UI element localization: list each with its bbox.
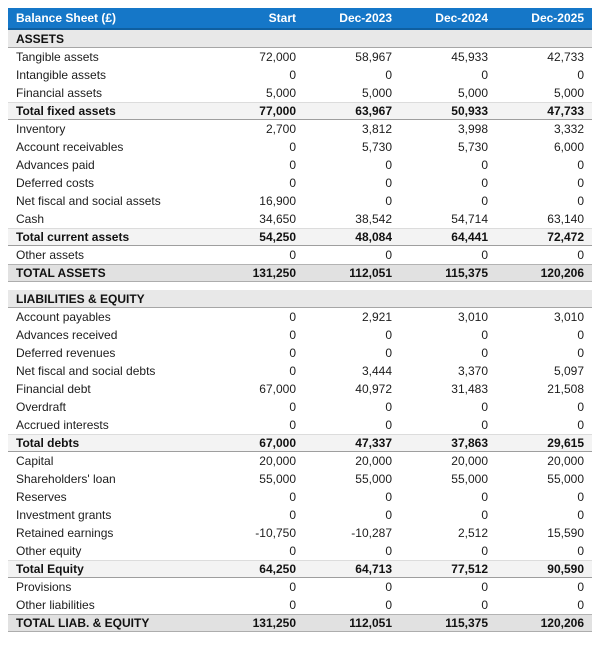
cell-value: 2,921	[361, 310, 392, 324]
table-row	[8, 210, 592, 228]
cell-value: 77,000	[259, 104, 296, 118]
table-row	[8, 398, 592, 416]
cell-value: 0	[481, 508, 488, 522]
row-label: Tangible assets	[16, 50, 99, 64]
section-header-row	[8, 290, 592, 308]
cell-value: 0	[289, 248, 296, 262]
cell-value: 63,140	[547, 212, 584, 226]
cell-value: 0	[577, 328, 584, 342]
row-label: TOTAL LIAB. & EQUITY	[16, 616, 150, 630]
cell-value: 42,733	[547, 50, 584, 64]
table-row	[8, 228, 592, 246]
cell-value: 3,812	[361, 122, 392, 136]
table-body	[8, 30, 592, 632]
cell-value: 40,972	[355, 382, 392, 396]
row-label: Total debts	[16, 436, 80, 450]
row-label: Reserves	[16, 490, 67, 504]
cell-value: 47,733	[547, 104, 584, 118]
cell-value: 90,590	[547, 562, 584, 576]
cell-value: 45,933	[451, 50, 488, 64]
table-row	[8, 66, 592, 84]
cell-value: 3,010	[553, 310, 584, 324]
cell-value: 0	[385, 158, 392, 172]
row-label: Deferred revenues	[16, 346, 116, 360]
row-label: Deferred costs	[16, 176, 95, 190]
table-row	[8, 362, 592, 380]
cell-value: 0	[289, 598, 296, 612]
cell-value: 0	[481, 580, 488, 594]
cell-value: 0	[385, 418, 392, 432]
cell-value: 5,097	[553, 364, 584, 378]
cell-value: 67,000	[259, 436, 296, 450]
row-label: Other assets	[16, 248, 85, 262]
cell-value: 0	[385, 544, 392, 558]
table-row	[8, 506, 592, 524]
cell-value: 0	[289, 490, 296, 504]
cell-value: 0	[577, 580, 584, 594]
cell-value: 0	[289, 158, 296, 172]
cell-value: 0	[577, 418, 584, 432]
cell-value: 64,441	[451, 230, 488, 244]
row-label: Accrued interests	[16, 418, 109, 432]
cell-value: 5,000	[361, 86, 392, 100]
cell-value: 0	[481, 544, 488, 558]
cell-value: 38,542	[355, 212, 392, 226]
cell-value: 55,000	[451, 472, 488, 486]
row-label: Shareholders' loan	[16, 472, 116, 486]
cell-value: 0	[577, 400, 584, 414]
row-label: Other equity	[16, 544, 82, 558]
column-header-dec-2025: Dec-2025	[531, 11, 584, 25]
cell-value: 0	[577, 68, 584, 82]
cell-value: 0	[385, 490, 392, 504]
cell-value: 0	[481, 418, 488, 432]
cell-value: 72,000	[259, 50, 296, 64]
row-label: Provisions	[16, 580, 72, 594]
cell-value: 16,900	[259, 194, 296, 208]
cell-value: 0	[481, 490, 488, 504]
cell-value: 0	[385, 508, 392, 522]
cell-value: 5,730	[361, 140, 392, 154]
cell-value: 0	[577, 508, 584, 522]
table-row	[8, 596, 592, 614]
cell-value: 3,370	[457, 364, 488, 378]
row-label: Total fixed assets	[16, 104, 116, 118]
cell-value: 0	[481, 346, 488, 360]
table-row	[8, 308, 592, 326]
cell-value: 64,250	[259, 562, 296, 576]
cell-value: 37,863	[451, 436, 488, 450]
row-label: Advances received	[16, 328, 118, 342]
row-label: Account receivables	[16, 140, 124, 154]
cell-value: 0	[577, 248, 584, 262]
cell-value: 67,000	[259, 382, 296, 396]
table-row	[8, 264, 592, 282]
table-row	[8, 380, 592, 398]
cell-value: 63,967	[355, 104, 392, 118]
cell-value: 3,998	[457, 122, 488, 136]
cell-value: 0	[289, 400, 296, 414]
section-header-row	[8, 30, 592, 48]
column-header-dec-2023: Dec-2023	[339, 11, 392, 25]
cell-value: 0	[577, 490, 584, 504]
table-row	[8, 344, 592, 362]
cell-value: 20,000	[355, 454, 392, 468]
cell-value: 54,250	[259, 230, 296, 244]
cell-value: 120,206	[540, 266, 584, 280]
table-row	[8, 470, 592, 488]
cell-value: 0	[481, 68, 488, 82]
cell-value: 0	[481, 598, 488, 612]
cell-value: 77,512	[451, 562, 488, 576]
cell-value: 0	[289, 310, 296, 324]
cell-value: 5,000	[265, 86, 296, 100]
table-header-row	[8, 8, 592, 30]
cell-value: 0	[385, 328, 392, 342]
cell-value: 0	[289, 508, 296, 522]
cell-value: 3,332	[553, 122, 584, 136]
row-label: Total Equity	[16, 562, 84, 576]
row-label: Overdraft	[16, 400, 67, 414]
cell-value: 0	[385, 248, 392, 262]
cell-value: 0	[289, 580, 296, 594]
row-label: Other liabilities	[16, 598, 95, 612]
cell-value: 120,206	[540, 616, 584, 630]
cell-value: 0	[385, 346, 392, 360]
cell-value: 0	[577, 598, 584, 612]
row-label: Retained earnings	[16, 526, 114, 540]
cell-value: 0	[577, 158, 584, 172]
cell-value: 115,375	[445, 266, 488, 280]
cell-value: 29,615	[547, 436, 584, 450]
cell-value: 6,000	[553, 140, 584, 154]
row-label: Account payables	[16, 310, 111, 324]
table-row	[8, 434, 592, 452]
section-title: ASSETS	[16, 31, 65, 46]
cell-value: 5,000	[553, 86, 584, 100]
cell-value: 0	[577, 194, 584, 208]
row-label: Net fiscal and social debts	[16, 364, 156, 378]
cell-value: 0	[577, 544, 584, 558]
cell-value: 0	[385, 194, 392, 208]
cell-value: -10,287	[351, 526, 392, 540]
cell-value: 0	[577, 176, 584, 190]
cell-value: 31,483	[451, 382, 488, 396]
cell-value: 20,000	[451, 454, 488, 468]
row-label: Total current assets	[16, 230, 130, 244]
table-row	[8, 246, 592, 264]
cell-value: 20,000	[259, 454, 296, 468]
balance-sheet-table	[8, 8, 592, 632]
cell-value: 5,730	[457, 140, 488, 154]
cell-value: 21,508	[547, 382, 584, 396]
row-label: Cash	[16, 212, 45, 226]
row-label: Capital	[16, 454, 54, 468]
cell-value: 64,713	[355, 562, 392, 576]
table-row	[8, 578, 592, 596]
cell-value: 112,051	[349, 266, 392, 280]
cell-value: 20,000	[547, 454, 584, 468]
cell-value: 0	[289, 176, 296, 190]
cell-value: 2,512	[457, 526, 488, 540]
table-row	[8, 614, 592, 632]
column-header-dec-2024: Dec-2024	[435, 11, 488, 25]
table-row	[8, 120, 592, 138]
cell-value: 55,000	[355, 472, 392, 486]
table-row	[8, 156, 592, 174]
cell-value: 0	[385, 68, 392, 82]
cell-value: 0	[481, 194, 488, 208]
table-row	[8, 524, 592, 542]
cell-value: 0	[481, 328, 488, 342]
row-label: TOTAL ASSETS	[16, 266, 106, 280]
table-row	[8, 48, 592, 66]
row-label: Financial debt	[16, 382, 91, 396]
table-row	[8, 102, 592, 120]
row-label: Intangible assets	[16, 68, 107, 82]
table-row	[8, 192, 592, 210]
cell-value: 0	[385, 598, 392, 612]
cell-value: 48,084	[355, 230, 392, 244]
cell-value: 0	[481, 158, 488, 172]
cell-value: 3,010	[457, 310, 488, 324]
cell-value: 131,250	[252, 616, 296, 630]
cell-value: 55,000	[547, 472, 584, 486]
cell-value: 50,933	[451, 104, 488, 118]
row-label: Net fiscal and social assets	[16, 194, 161, 208]
row-label: Financial assets	[16, 86, 103, 100]
cell-value: 0	[289, 346, 296, 360]
cell-value: 0	[385, 176, 392, 190]
row-label: Inventory	[16, 122, 66, 136]
cell-value: 0	[481, 176, 488, 190]
cell-value: 0	[289, 544, 296, 558]
cell-value: 5,000	[457, 86, 488, 100]
cell-value: 0	[289, 68, 296, 82]
column-header-start: Start	[268, 11, 296, 25]
cell-value: 54,714	[451, 212, 488, 226]
table-row	[8, 84, 592, 102]
cell-value: 0	[577, 346, 584, 360]
section-title: LIABILITIES & EQUITY	[16, 291, 145, 306]
cell-value: 58,967	[355, 50, 392, 64]
cell-value: 112,051	[349, 616, 392, 630]
table-row	[8, 326, 592, 344]
table-row	[8, 452, 592, 470]
cell-value: 3,444	[361, 364, 392, 378]
cell-value: 15,590	[547, 526, 584, 540]
table-row	[8, 488, 592, 506]
cell-value: 0	[289, 364, 296, 378]
cell-value: 0	[385, 580, 392, 594]
cell-value: 115,375	[445, 616, 488, 630]
cell-value: 0	[289, 328, 296, 342]
table-row	[8, 138, 592, 156]
section-gap	[8, 282, 592, 290]
table-title: Balance Sheet (£)	[16, 11, 117, 25]
table-row	[8, 174, 592, 192]
cell-value: 55,000	[259, 472, 296, 486]
cell-value: -10,750	[255, 526, 296, 540]
cell-value: 47,337	[355, 436, 392, 450]
table-row	[8, 560, 592, 578]
cell-value: 2,700	[265, 122, 296, 136]
cell-value: 131,250	[252, 266, 296, 280]
cell-value: 0	[481, 400, 488, 414]
cell-value: 0	[289, 140, 296, 154]
cell-value: 0	[385, 400, 392, 414]
cell-value: 72,472	[547, 230, 584, 244]
table-row	[8, 542, 592, 560]
cell-value: 0	[481, 248, 488, 262]
row-label: Investment grants	[16, 508, 112, 522]
cell-value: 0	[289, 418, 296, 432]
cell-value: 34,650	[259, 212, 296, 226]
row-label: Advances paid	[16, 158, 95, 172]
table-row	[8, 416, 592, 434]
